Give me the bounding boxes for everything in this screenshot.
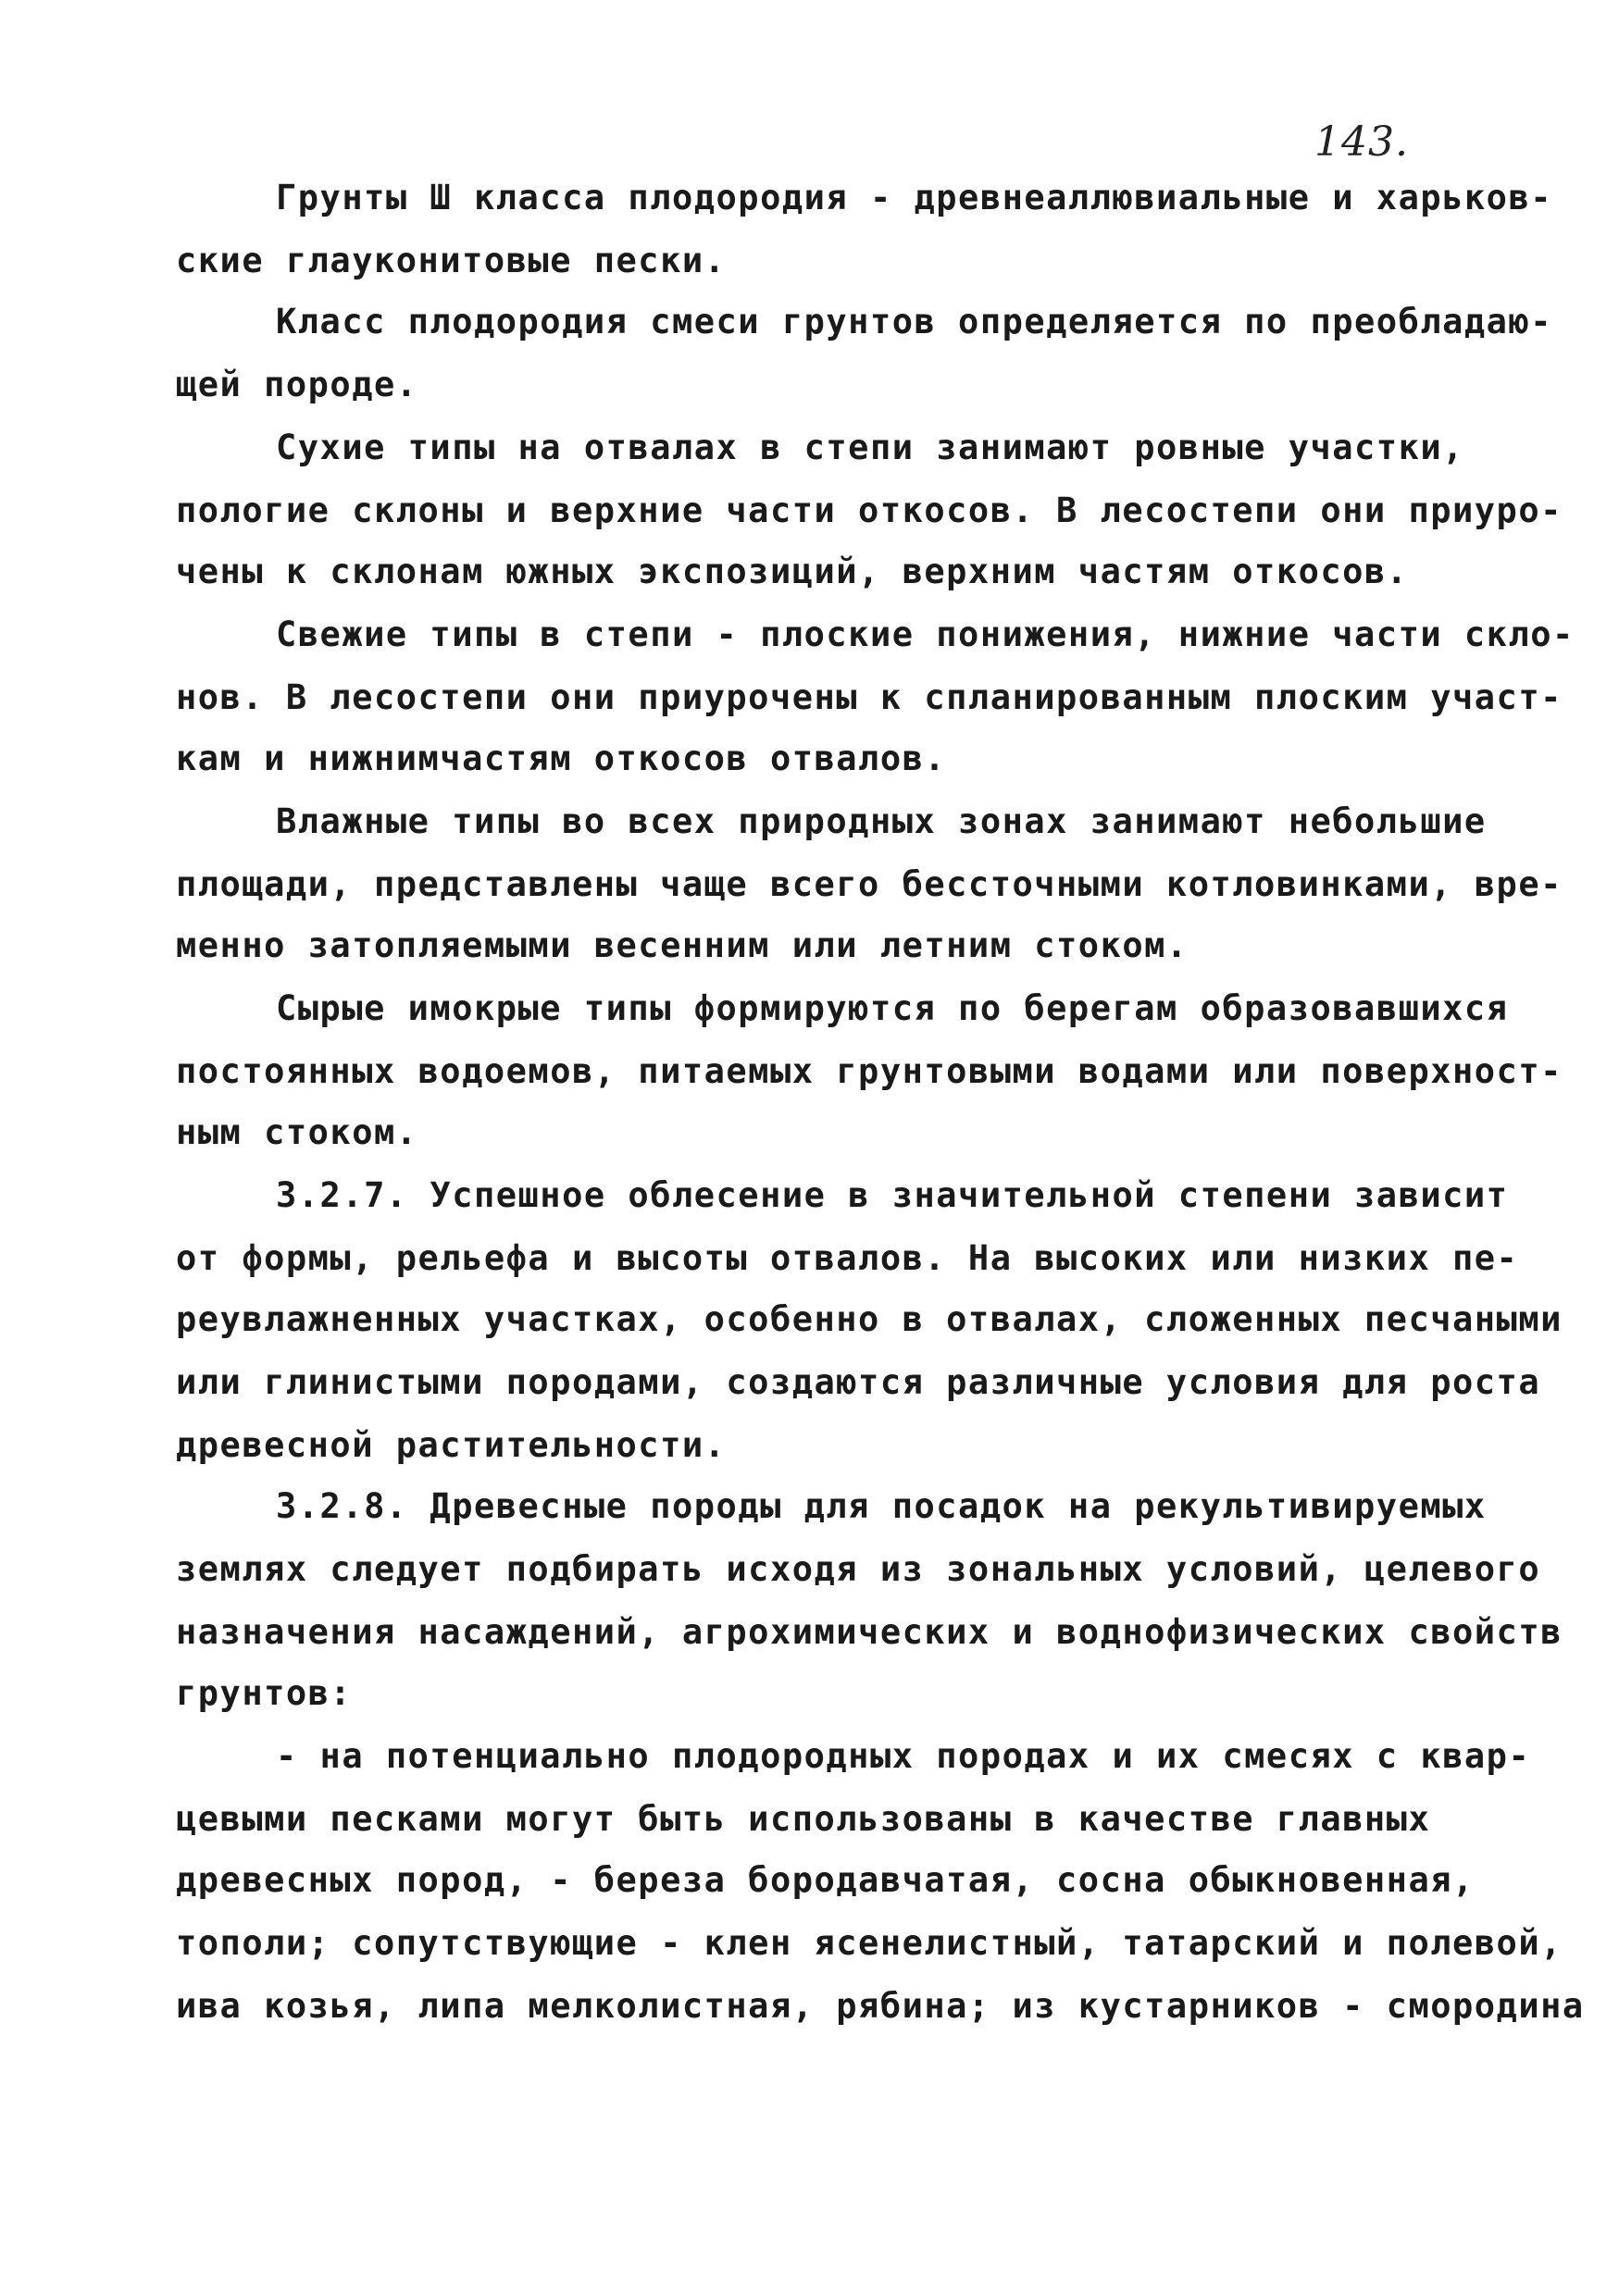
text-line: менно затопляемыми весенним или летним стоком. xyxy=(176,925,1189,965)
text-line: землях следует подбирать исходя из зональных условий, целевого xyxy=(176,1549,1541,1589)
text-line: тополи; сопутствующие - клен ясенелистный, татарский и полевой, xyxy=(176,1923,1563,1963)
text-line: древесной растительности. xyxy=(176,1425,727,1465)
text-line: площади, представлены чаще всего бессточными котловинками, вре- xyxy=(176,864,1563,904)
text-line: Сырые имокрые типы формируются по берегам образовавшихся xyxy=(276,988,1509,1028)
text-line: ива козья, липа мелколистная, рябина; из кустарников - смородина xyxy=(176,1986,1585,2026)
text-line: Свежие типы в степи - плоские понижения, нижние части скло- xyxy=(276,614,1575,654)
text-line: кам и нижнимчастям откосов отвалов. xyxy=(176,738,947,778)
text-line: от формы, рельефа и высоты отвалов. На высоких или низких пе- xyxy=(176,1238,1519,1278)
text-line: 3.2.7. Успешное облесение в значительной степени зависит xyxy=(276,1175,1509,1215)
text-line: чены к склонам южных экспозиций, верхним частям откосов. xyxy=(176,552,1409,591)
text-line: Влажные типы во всех природных зонах занимают небольшие xyxy=(276,801,1487,841)
text-line: цевыми песками могут быть использованы в качестве главных xyxy=(176,1799,1431,1839)
text-line: древесных пород, - береза бородавчатая, сосна обыкновенная, xyxy=(176,1860,1475,1900)
text-line: пологие склоны и верхние части откосов. В лесостепи они приуро- xyxy=(176,490,1563,530)
page-number: 143. xyxy=(1314,118,1409,166)
text-line: постоянных водоемов, питаемых грунтовыми водами или поверхност- xyxy=(176,1051,1563,1091)
text-line: Класс плодородия смеси грунтов определяется по преобладаю- xyxy=(276,302,1553,341)
text-line: реувлажненных участках, особенно в отвалах, сложенных песчаными xyxy=(176,1299,1563,1339)
text-line: ские глауконитовые пески. xyxy=(176,241,727,280)
text-line: - на потенциально плодородных породах и их смесях с квар- xyxy=(276,1736,1531,1776)
text-line: Сухие типы на отвалах в степи занимают ровные участки, xyxy=(276,428,1464,467)
text-line: или глинистыми породами, создаются различные условия для роста xyxy=(176,1362,1541,1402)
text-line: нов. В лесостепи они приурочены к спланированным плоским участ- xyxy=(176,677,1563,717)
text-line: 3.2.8. Древесные породы для посадок на рекультивируемых xyxy=(276,1486,1487,1526)
text-line: щей породе. xyxy=(176,365,418,404)
text-line: ным стоком. xyxy=(176,1112,418,1152)
text-line: Грунты Ш класса плодородия - древнеаллювиальные и харьков- xyxy=(276,178,1553,217)
text-line: грунтов: xyxy=(176,1673,353,1713)
text-line: назначения насаждений, агрохимических и воднофизических свойств xyxy=(176,1612,1563,1652)
